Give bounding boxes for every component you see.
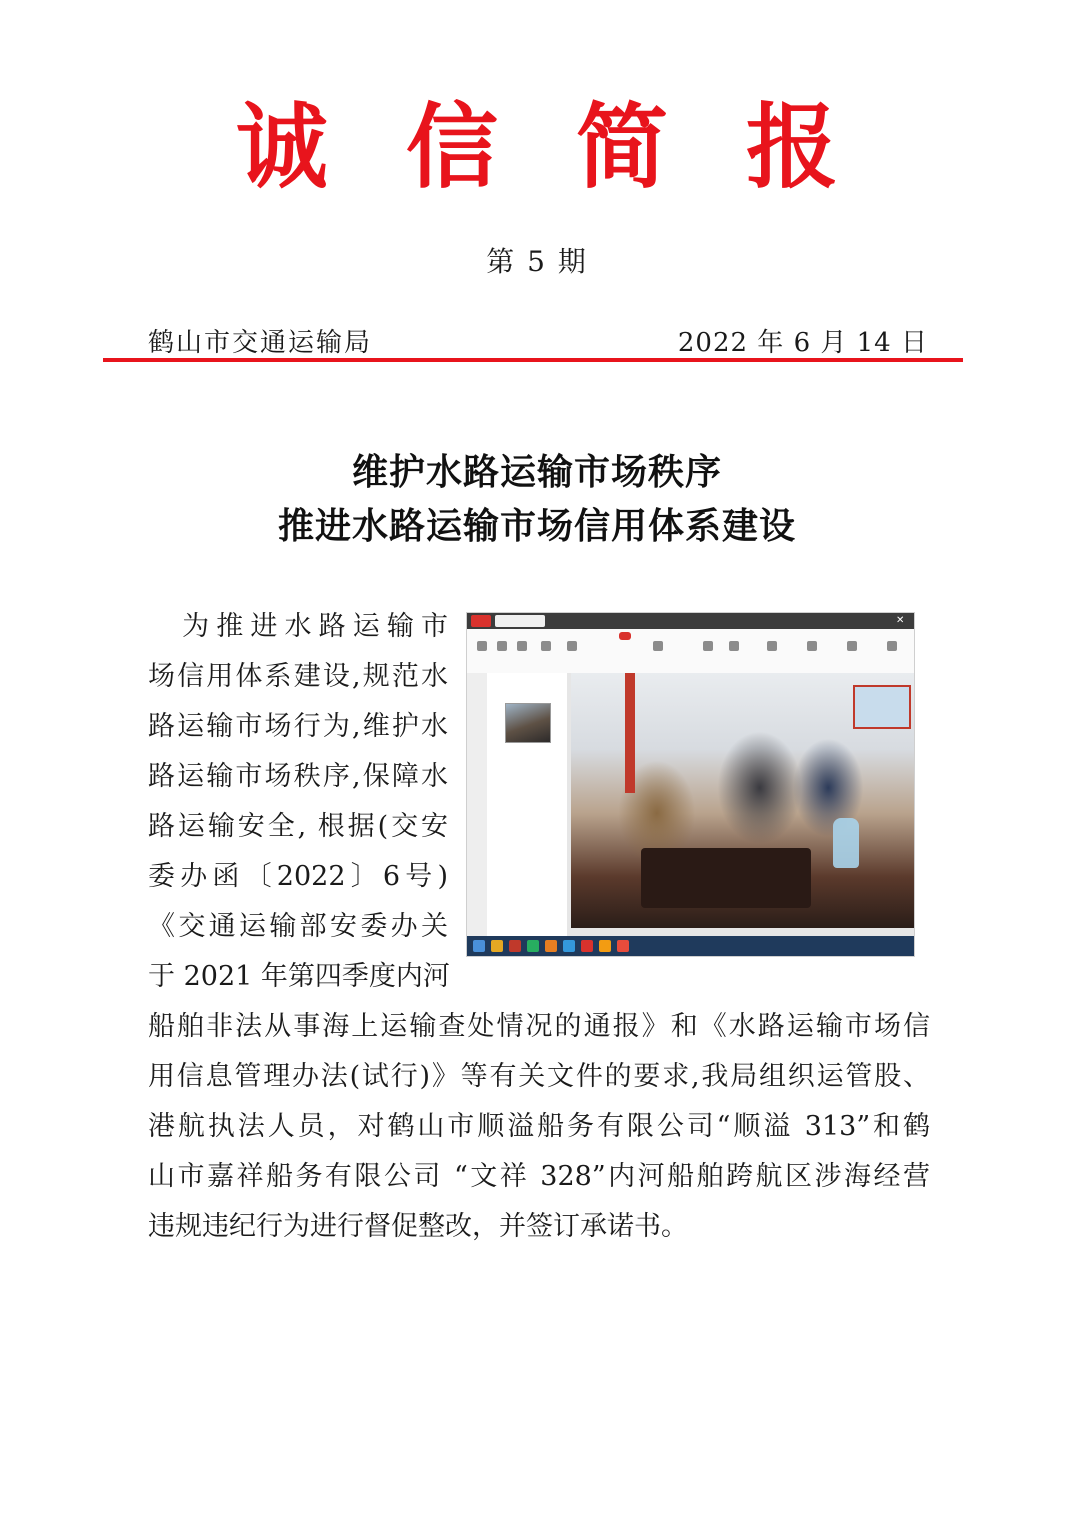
- body-line: 港航执法人员，对鹤山市顺溢船务有限公司“顺溢 313”和鹤: [148, 1111, 930, 1142]
- toolbar-icon: [703, 641, 713, 651]
- body-line: 为推进水路运输市: [148, 611, 448, 642]
- body-line: 于 2021 年第四季度内河: [148, 961, 450, 992]
- body-line: 路运输安全, 根据(交安: [148, 811, 448, 842]
- tea-table: [641, 848, 811, 908]
- toolbar-icon: [653, 641, 663, 651]
- body-line: 违规违纪行为进行督促整改，并签订承诺书。: [148, 1211, 688, 1242]
- toolbar-icon: [517, 641, 527, 651]
- taskbar-app-icon: [491, 940, 503, 952]
- wall-poster: [853, 685, 911, 729]
- body-line: 山市嘉祥船务有限公司 “文祥 328”内河船舶跨航区涉海经营: [148, 1161, 930, 1192]
- embedded-screenshot-photo: [466, 612, 915, 957]
- window-titlebar: [467, 613, 914, 629]
- toolbar-icon: [541, 641, 551, 651]
- page-thumbnail: [505, 703, 551, 743]
- header-divider: [103, 358, 963, 362]
- body-line: 场信用体系建设,规范水: [148, 661, 448, 692]
- toolbar-icon: [567, 641, 577, 651]
- taskbar-app-icon: [563, 940, 575, 952]
- body-line: 路运输市场行为,维护水: [148, 711, 448, 742]
- toolbar-icon: [847, 641, 857, 651]
- issue-number: 第 5 期: [486, 245, 588, 278]
- masthead-title: 诚信简报: [235, 93, 916, 201]
- toolbar-icon: [767, 641, 777, 651]
- body-line: 船舶非法从事海上运输查处情况的通报》和《水路运输市场信: [148, 1011, 930, 1042]
- body-line: 用信息管理办法(试行)》等有关文件的要求,我局组织运管股、: [148, 1061, 930, 1092]
- start-icon: [473, 940, 485, 952]
- taskbar-app-icon: [527, 940, 539, 952]
- meeting-photo: [571, 673, 914, 928]
- toolbar-icon: [477, 641, 487, 651]
- taskbar: [467, 936, 914, 956]
- body-line: 委办函〔2022〕6号): [148, 861, 448, 892]
- taskbar-app-icon: [545, 940, 557, 952]
- toolbar-icon: [887, 641, 897, 651]
- taskbar-app-icon: [509, 940, 521, 952]
- red-couplet: [625, 673, 635, 793]
- taskbar-app-icon: [581, 940, 593, 952]
- toolbar-icon: [497, 641, 507, 651]
- article-headline-line2: 推进水路运输市场信用体系建设: [277, 506, 796, 547]
- water-jug: [833, 818, 859, 868]
- publish-date: 2022 年 6 月 14 日: [677, 328, 928, 358]
- taskbar-app-icon: [599, 940, 611, 952]
- article-headline-line1: 维护水路运输市场秩序: [351, 452, 722, 493]
- close-icon: ✕: [896, 615, 905, 626]
- viewer-toolbar: [467, 629, 914, 674]
- app-tab: [471, 615, 491, 627]
- toolbar-highlight: [619, 632, 631, 640]
- body-line: 《交通运输部安委办关: [148, 911, 448, 942]
- body-line: 路运输市场秩序,保障水: [148, 761, 448, 792]
- taskbar-app-icon: [617, 940, 629, 952]
- publisher: 鹤山市交通运输局: [148, 328, 373, 358]
- document-view: [567, 673, 915, 938]
- toolbar-icon: [729, 641, 739, 651]
- document-tab: [495, 615, 545, 627]
- toolbar-icon: [807, 641, 817, 651]
- viewer-sidebar: [467, 673, 488, 938]
